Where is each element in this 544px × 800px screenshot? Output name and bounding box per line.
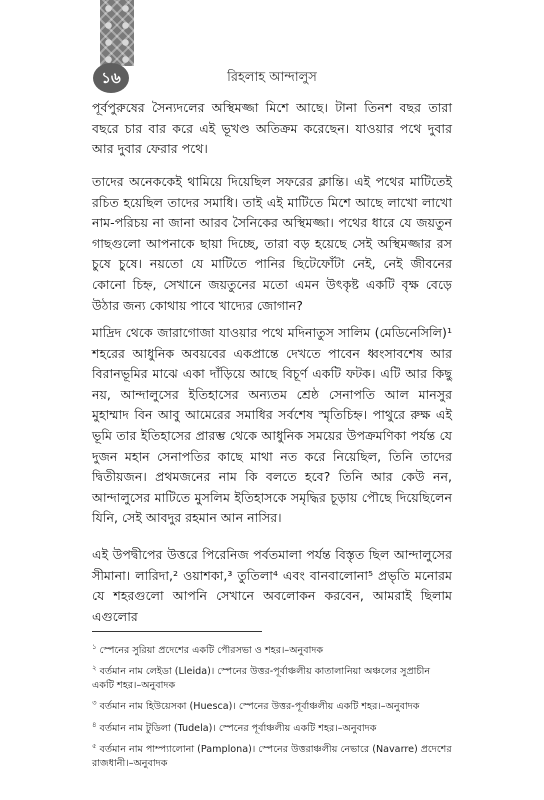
running-title: রিহলাহ আন্দালুস [227,70,317,85]
body-paragraph: এই উপদ্বীপের উত্তরে পিরেনিজ পর্বতমালা পর্যন্ত বিস্তৃত ছিল আন্দালুসের সীমানা। লারিদা,² ওয়াশকা,³ তুতিলা⁴ এবং বানবালোনা⁵ প্রভৃতি মনোরম যে শহরগুলো আপনি সেখানে অবলোকন করবেন, আমরাই ছিলাম এগুলোর [92,547,452,624]
footnote-text: বর্তমান নাম লেইডা (Lleida)। স্পেনের উত্তর-পূর্বাঞ্চলীয় কাতালানিয়া অঞ্চলের সুপ্রাচীন একটি শহর।–অনুবাদক [92,666,431,692]
footnote [92,739,452,771]
footnotes-section [92,640,452,774]
footnote-number: ৪ [92,720,97,729]
decorative-ornament-strip [100,0,134,66]
footnote-text: বর্তমান নাম টুডিলা (Tudela)। স্পেনের পূর্বাঞ্চলীয় একটি শহর।–অনুবাদক [99,722,377,734]
footnote-divider [92,631,262,632]
footnote-number: ৩ [92,699,97,708]
body-paragraph: পূর্বপুরুষের সৈন্যদলের অস্থিমজ্জা মিশে আছে। টানা তিনশ বছর তারা বছরে চার বার করে এই ভূখণ্ড অতিক্রম করেছেন। যাওয়ার পথে দুবার আর দুবার ফেরার পথে। [92,100,452,157]
footnote [92,696,452,714]
footnote-number: ২ [92,664,97,673]
footnote [92,718,452,736]
footnote [92,640,452,658]
footnote-text: স্পেনের সুরিয়া প্রদেশের একটি পৌরসভা ও শহর।–অনুবাদক [99,645,324,657]
footnote-number: ১ [92,643,97,651]
body-paragraph: তাদের অনেককেই থামিয়ে দিয়েছিল সফরের ক্লান্তি। এই পথের মাটিতেই রচিত হয়েছিল তাদের সমাধি। তাই এই মাটিতে মিশে আছে লাখো লাখো নাম-পরিচয় না জানা আরব সৈনিকের অস্থিমজ্জা। পথের ধারে যে জয়তুন গাছগুলো আপনাকে ছায়া দিচ্ছে, তারা বড় হয়েছে সেই অস্থিমজ্জার রস চুষে চুষে। নয়তো যে মাটিতে পানির ছিটেফোঁটা নেই, নেই জীবনের কোনো চিহ্ন, সেখানে জয়তুনের মতো এমন উৎকৃষ্ট একটি বৃক্ষ বেড়ে উঠার জন্য কোথায় পাবে খাদ্যের জোগান? [92,174,452,313]
body-paragraph: মাদ্রিদ থেকে জারাগোজা যাওয়ার পথে মদিনাতুস সালিম (মেডিনেসিলি)¹ শহরের আধুনিক অবয়বের একপ্রান্তে দেখতে পাবেন ধ্বংসাবশেষ আর বিরানভূমির মাঝে একা দাঁড়িয়ে আছে বিচূর্ণ একটি ফটক। এটি আর কিছু নয়, আন্দালুসের ইতিহাসের অন্যতম শ্রেষ্ঠ সেনাপতি আল মানসুর মুহাম্মাদ বিন আবু আমেরের সমাধির সর্বশেষ স্মৃতিচিহ্ন। পাথুরে রুক্ষ এই ভূমি তার ইতিহাসের প্রারম্ভ থেকে আধুনিক সময়ের উপক্রমণিকা পর্যন্ত যে দুজন মহান সেনাপতির কাছে মাথা নত করে নিয়েছিল, তিনি তাদের দ্বিতীয়জন। প্রথমজনের নাম কি বলতে হবে? তিনি আর কেউ নন, আন্দালুসের মাটিতে মুসলিম ইতিহাসকে সমৃদ্ধির চূড়ায় পৌছে দিয়েছিলেন যিনি, সেই আবদুর রহমান আন নাসির। [92,325,452,526]
footnote-number: ৫ [92,741,97,750]
footnote-text: বর্তমান নাম পাম্প্যালোনা (Pamplona)। স্পেনের উত্তরাঞ্চলীয় নেভারে (Navarre) প্রদেশের রাজধানী।–অনুবাদক [92,743,452,769]
footnote [92,661,452,693]
page-number-badge: ১৬ [93,63,129,93]
footnote-text: বর্তমান নাম হিউয়েসকা (Huesca)। স্পেনের উত্তর-পূর্বাঞ্চলীয় একটি শহর।–অনুবাদক [99,701,420,713]
